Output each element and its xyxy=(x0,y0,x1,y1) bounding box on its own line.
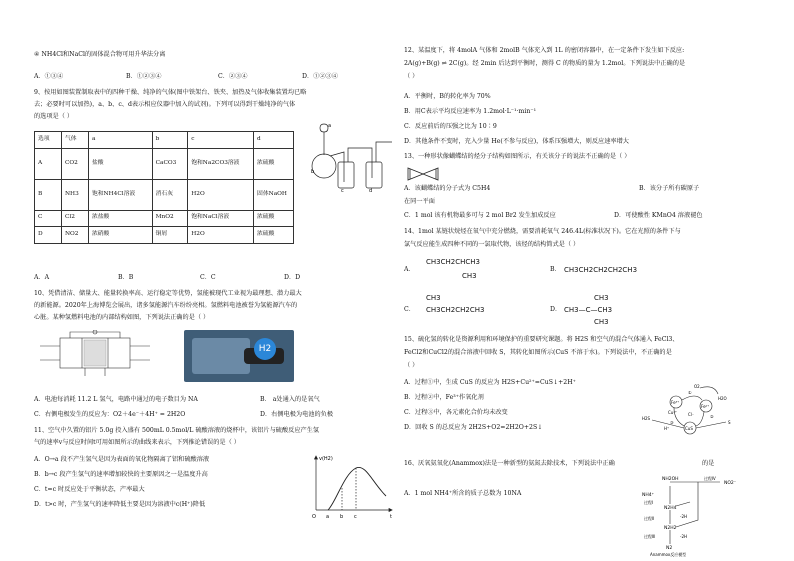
n2h4-label: N2H4 xyxy=(664,506,677,511)
hydrogen-car-photo xyxy=(184,330,294,382)
q9-stem-line2: 去；必要时可以加热)，a、b、c、d表示相应仪器中加入的试剂)。下列可以得到干燥纯净的气体 xyxy=(34,101,296,108)
table-cell: MnO2 xyxy=(152,210,188,227)
axis-label-x: t xyxy=(390,514,392,520)
table-cell: A xyxy=(35,148,62,179)
q10-option-b: B． a处通入的是氧气 xyxy=(260,396,320,403)
q15-stem-line1: 15、硫化氢的转化是资源利用和环境保护的重要研究课题。将 H2S 和空气的混合气体通入 FeCl3、 xyxy=(404,336,679,343)
table-cell: 消石灰 xyxy=(152,179,188,210)
q16-option-a: A．1 mol NH4⁺所含的质子总数为 10NA xyxy=(404,490,522,497)
process-1-label: ① xyxy=(688,390,692,395)
table-cell: C xyxy=(35,210,62,227)
q14-formula-d-bottom: CH3 xyxy=(594,318,609,326)
fuel-cell-diagram xyxy=(40,330,150,380)
cl-label: Cl⁻ xyxy=(688,412,695,417)
left-column xyxy=(34,0,396,561)
q9-stem-line1: 9、按用如图装置制取表中的四种干燥、纯净的气体(图中铁架台、铁夹、加热及气体收集装置均已略 xyxy=(34,89,307,96)
anammox-caption: Anammox反应模型 xyxy=(650,552,687,557)
table-cell: 浓硫酸 xyxy=(254,148,294,179)
q10-stem-line2: 的新能源。2020年上海博览会展出，诸多氢能源汽车纷纷亮相。氢燃料电池被誉为氢能源汽车的 xyxy=(34,302,298,309)
tick-label: c xyxy=(354,514,357,520)
q11-option-a: A．O→a 段不产生氢气是因为表面的氧化物隔离了铝和硫酸溶液 xyxy=(34,456,210,463)
q11-option-d: D．t>c 时，产生氢气的速率降低主要是因为溶液中c(H⁺)降低 xyxy=(34,501,206,508)
anammox-diagram xyxy=(640,472,752,558)
q14-formula-c-branch: CH3 xyxy=(426,294,441,302)
q11-rate-curve xyxy=(306,452,396,520)
q11-stem-line2: 气的速率v与反应时间t可用如图所示的曲线来表示，下列推论错误的是（ ） xyxy=(34,439,240,446)
q10-stem-line1: 10、凭借清洁、储量大、能量转换率高、运行稳定等优势，氢能被现代工业视为最理想、潜力最大 xyxy=(34,290,302,297)
q14-formula-a: CH3CH2CHCH3 xyxy=(426,258,480,266)
table-cell: 铜屑 xyxy=(152,227,188,244)
table-cell: NH3 xyxy=(61,179,88,210)
q13-option-c: C．1 mol 该有机物最多可与 2 mol Br2 发生加成反应 xyxy=(404,212,556,219)
table-cell: H2O xyxy=(188,227,254,244)
q9-reagent-table xyxy=(34,131,294,244)
q15-stem-line3: （ ） xyxy=(404,362,419,369)
table-header-row xyxy=(35,132,294,149)
q8-tail-statement: ④ NH4Cl和NaCl的固体混合物可用升华法分离 xyxy=(34,51,166,58)
q15-option-d: D．回收 S 的总反应为 2H2S+O2=2H2O+2S↓ xyxy=(404,424,543,431)
table-row xyxy=(35,148,294,179)
process-4-label: 过程Ⅳ xyxy=(704,476,716,481)
q11-stem-line1: 11、空气中久置的铝片 5.0g 投入盛有 500mL 0.5mol/L 硫酸溶液的烧杯中，该铝片与硫酸反应产生氢 xyxy=(34,427,320,434)
table-cell: 浓硫酸 xyxy=(254,210,294,227)
q12-option-c: C．反应前后的压强之比为 10∶9 xyxy=(404,123,497,130)
h-plus-label: H⁺ xyxy=(664,426,670,431)
fe3-label: Fe³⁺ xyxy=(671,400,680,405)
process-3-label: ③ xyxy=(670,420,674,425)
table-cell: a xyxy=(88,132,152,149)
q12-option-d: D．其他条件不变时，充入少量 He(不参与反应)，体系压强增大，则反应速率增大 xyxy=(404,138,629,145)
butterfly-molecule-figure xyxy=(406,166,440,182)
q10-option-c: C．右侧电极发生的反应为：O2＋4e⁻＋4H⁺ = 2H2O xyxy=(34,411,186,418)
table-cell: 饱和Na2CO3溶液 xyxy=(188,148,254,179)
q12-option-a: A．平衡时，B的转化率为 70% xyxy=(404,93,491,100)
table-cell: Cl2 xyxy=(61,210,88,227)
q12-stem-line2: 2A(g)+B(g) ⇌ 2C(g)。经 2min 后达到平衡时，测得 C 的物质的量为 1.2mol。下列说法中正确的是 xyxy=(404,60,686,67)
table-cell: 固体NaOH xyxy=(254,179,294,210)
table-cell: NO2 xyxy=(61,227,88,244)
q13-option-b-cont: 在同一平面 xyxy=(404,198,435,205)
nh2oh-label: NH2OH xyxy=(662,477,679,482)
q9-option-c: C．C xyxy=(200,274,216,281)
q14-label-d: D． xyxy=(550,306,562,313)
q15-option-c: C．过程③中，各元素化合价均未改变 xyxy=(404,409,508,416)
h2o-label: H2O xyxy=(718,396,727,401)
table-cell: 盐酸 xyxy=(88,148,152,179)
q8-option-a: A．①③④ xyxy=(34,73,64,80)
s-label: S xyxy=(728,420,731,425)
process-2-label: ② xyxy=(710,414,714,419)
table-cell: D xyxy=(35,227,62,244)
fig-label: c xyxy=(341,188,344,194)
q13-option-b: B．该分子所有碳原子 xyxy=(639,185,700,192)
tick-label: a xyxy=(326,514,330,520)
table-cell: 选项 xyxy=(35,132,62,149)
q15-option-b: B．过程②中，Fe³⁺作氧化剂 xyxy=(404,394,484,401)
q14-formula-d: CH3—C—CH3 xyxy=(564,306,613,314)
process-2-label: 过程Ⅱ xyxy=(644,516,654,521)
q8-option-d: D．①②③④ xyxy=(302,73,338,80)
table-cell: 气体 xyxy=(61,132,88,149)
tick-label: b xyxy=(340,514,344,520)
minus-2h-label-2: -2H xyxy=(680,534,687,539)
tick-label: O xyxy=(312,514,316,520)
table-cell: 浓硫酸 xyxy=(254,227,294,244)
table-cell: B xyxy=(35,179,62,210)
q13-stem: 13、一种形状像蝴蝶结的烃分子结构如图所示，有关该分子的说法不正确的是（ ） xyxy=(404,153,631,160)
n2-label: N2 xyxy=(666,546,673,551)
q14-label-c: C． xyxy=(404,306,415,313)
q9-option-b: B．B xyxy=(118,274,134,281)
table-cell: 浓硝酸 xyxy=(88,227,152,244)
table-cell: CO2 xyxy=(61,148,88,179)
fe2-label: Fe²⁺ xyxy=(701,404,710,409)
cu2-label: Cu²⁺ xyxy=(668,410,678,415)
table-cell: d xyxy=(254,132,294,149)
table-cell: H2O xyxy=(188,179,254,210)
process-1-label: 过程Ⅰ xyxy=(644,500,654,505)
q14-formula-b: CH3CH2CH2CH2CH3 xyxy=(564,266,638,274)
q12-stem-line3: （ ） xyxy=(404,73,419,80)
q9-option-a: A．A xyxy=(34,274,50,281)
q9-apparatus-figure xyxy=(306,118,394,194)
q14-formula-d-top: CH3 xyxy=(594,294,609,302)
q10-option-a: A．电池每消耗 11.2 L 氢气，电路中通过的电子数目为 NA xyxy=(34,396,198,403)
q15-stem-line2: FeCl2和CuCl2的混合溶液中回收 S，其转化如图所示(CuS 不溶于水)。下列说法中，不正确的是 xyxy=(404,349,672,356)
table-cell: 浓盐酸 xyxy=(88,210,152,227)
cus-label: CuS xyxy=(685,426,693,431)
q14-label-b: B． xyxy=(550,266,561,273)
h2-badge: H2 xyxy=(254,338,276,360)
table-row xyxy=(35,210,294,227)
q15-option-a: A．过程①中，生成 CuS 的反应为 H2S+Cu²⁺=CuS↓+2H⁺ xyxy=(404,379,576,386)
q15-cycle-diagram xyxy=(642,380,742,444)
fig-label: a xyxy=(328,123,332,129)
q8-option-c: C．②③④ xyxy=(218,73,248,80)
q13-option-a: A．该蝴蝶结的分子式为 C5H4 xyxy=(404,185,491,192)
table-cell: 饱和NaCl溶液 xyxy=(188,210,254,227)
minus-2h-label-1: -2H xyxy=(680,514,687,519)
q16-stem-line1: 16、厌氧氨氧化(Anammox)法是一种新型的氨氮去除技术，下列说法中正确 xyxy=(404,460,615,467)
q14-label-a: A． xyxy=(404,266,415,273)
q11-option-b: B．b→c 段产生氢气的速率增加较快的主要原因之一是温度升高 xyxy=(34,471,208,478)
q13-option-d: D．可使酸性 KMnO4 溶液褪色 xyxy=(614,212,703,219)
process-3-label: 过程Ⅲ xyxy=(644,534,655,539)
o2-label: O2 xyxy=(694,384,700,389)
fig-label: b xyxy=(311,169,315,175)
q14-formula-c: CH3CH2CH2CH3 xyxy=(426,306,485,314)
table-cell: 饱和NH4Cl溶液 xyxy=(88,179,152,210)
q12-stem-line1: 12、某温度下，将 4molA 气体和 2molB 气体充入到 1L 的密闭容器中，在一定条件下发生如下反应: xyxy=(404,47,685,54)
q10-option-d: D．右侧电极为电池的负极 xyxy=(260,411,334,418)
q10-stem-line3: 心脏。某种氢燃料电池的内部结构如图，下列说法正确的是（ ） xyxy=(34,314,210,321)
q9-option-d: D．D xyxy=(284,274,301,281)
axis-label-y: v(H2) xyxy=(319,456,333,462)
table-row xyxy=(35,227,294,244)
q14-stem-line2: 氯气反应能生成四种不同的一氯取代物，该烃的结构简式是（ ） xyxy=(404,241,580,248)
q12-option-b: B．用C表示平均反应速率为 1.2mol·L⁻¹·min⁻¹ xyxy=(404,108,537,115)
q11-option-c: C．t=c 时反应处于平衡状态，产率最大 xyxy=(34,486,145,493)
table-cell: b xyxy=(152,132,188,149)
q9-stem-line3: 的选项是（ ） xyxy=(34,113,74,120)
table-cell: CaCO3 xyxy=(152,148,188,179)
q14-stem-line1: 14、1mol 某链状烷烃在氧气中充分燃烧，需要消耗氧气 246.4L(标准状况下)。它在光照的条件下与 xyxy=(404,228,681,235)
q16-stem-line2: 的是 xyxy=(702,460,715,467)
nh4-label: NH4⁺ xyxy=(642,493,654,498)
right-column xyxy=(404,0,764,561)
table-cell: c xyxy=(188,132,254,149)
h2s-label: H2S xyxy=(642,416,651,421)
no2-label: NO2⁻ xyxy=(724,481,737,486)
q14-formula-a-branch: CH3 xyxy=(462,272,477,280)
fig-label: d xyxy=(369,188,373,194)
n2h2-label: N2H2 xyxy=(664,526,677,531)
table-row xyxy=(35,179,294,210)
q8-option-b: B．①②③④ xyxy=(126,73,162,80)
